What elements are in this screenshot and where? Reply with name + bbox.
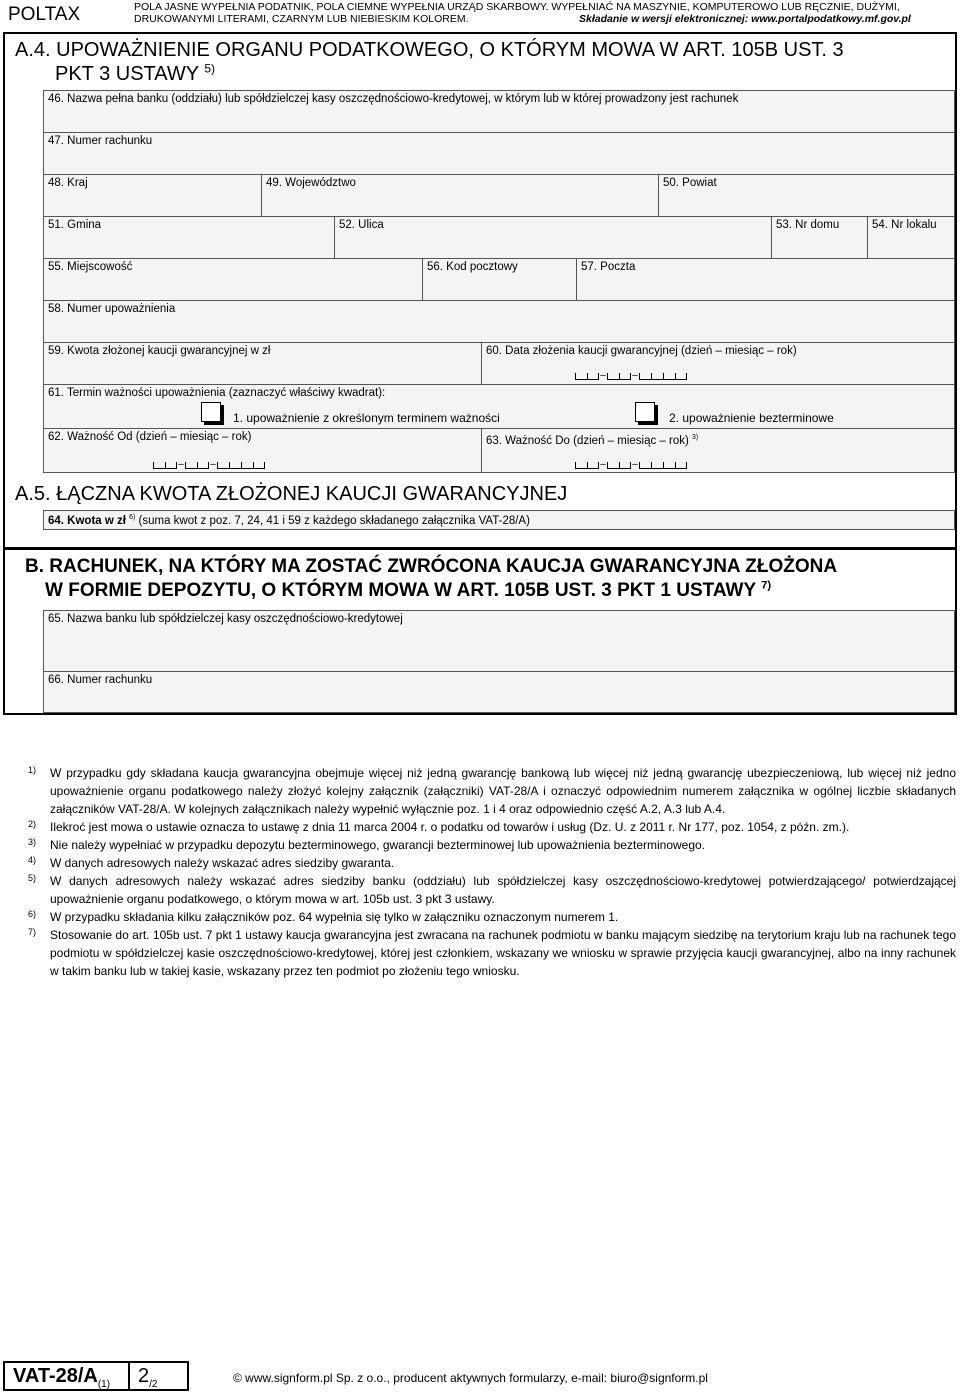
footnote-4: [28, 854, 956, 872]
footnote-3: [28, 836, 956, 854]
form-version: (1): [97, 1379, 111, 1390]
section-b-title-line1: B. RACHUNEK, NA KTÓRY MA ZOSTAĆ ZWRÓCONA KAUCJA GWARANCYJNA ZŁOŻONA: [25, 556, 838, 577]
field-58-authorization-number[interactable]: [43, 300, 955, 343]
field-52-label: 52. Ulica: [339, 219, 384, 231]
footnote-1-text: W przypadku gdy składana kaucja gwarancyjna obejmuje więcej niż jedną gwarancję bankową lub więcej niż jedną gwarancję ubezpieczeniową, lub więcej niż jedno upoważnienie organu podatkowego należy złożyć kolejny załącznik (załączniki) VAT-28/A i oznaczyć odpowiednim numerem załącznika w ogólnej liczbie składanych załączników VAT-28/A. W kolejnych załącznikach należy wypełnić wyłącznie poz. 1 i 4 oraz odpowiednio część A.2, A.3 lub A.4.: [50, 766, 956, 816]
footnote-6-num: 6): [28, 909, 37, 919]
instruction-line-2: DRUKOWANYMI LITERAMI, CZARNYM LUB NIEBIESKIM KOLOREM.: [134, 13, 469, 25]
field-48-label: 48. Kraj: [48, 177, 88, 189]
field-51-commune[interactable]: [43, 216, 335, 259]
footnote-3-text: Nie należy wypełniać w przypadku depozytu bezterminowego, gwarancji bezterminowej lub upoważnienia bezterminowego.: [50, 838, 706, 852]
section-divider: [5, 547, 955, 550]
section-b-footnote-ref: 7): [761, 579, 772, 592]
footnote-4-text: W danych adresowych należy wskazać adres siedziby gwaranta.: [50, 856, 395, 870]
option-1-checkbox[interactable]: [201, 402, 221, 422]
instruction-line-1: POLA JASNE WYPEŁNIA PODATNIK, POLA CIEMNE WYPEŁNIA URZĄD SKARBOWY. WYPEŁNIAĆ NA MASZYNIE, KOMPUTEROWO LUB RĘCZNIE, DUŻYMI,: [134, 1, 900, 13]
footnote-5-num: 5): [28, 873, 37, 883]
footnote-6: [28, 908, 956, 926]
field-46-label: 46. Nazwa pełna banku (oddziału) lub spółdzielczej kasy oszczędnościowo-kredytowej, w którym lub w której prowadzony jest rachunek: [48, 93, 739, 105]
field-58-label: 58. Numer upoważnienia: [48, 303, 176, 315]
field-49-label: 49. Województwo: [266, 177, 356, 189]
field-53-label: 53. Nr domu: [776, 219, 840, 231]
section-a4-title-line2: PKT 3 USTAWY: [55, 63, 199, 85]
field-60-label: 60. Data złożenia kaucji gwarancyjnej (dzień – miesiąc – rok): [486, 345, 797, 357]
field-46-bank-name[interactable]: [43, 90, 955, 133]
footnote-2: [28, 818, 956, 836]
footnote-7-num: 7): [28, 927, 37, 937]
field-64-label: 64. Kwota w zł: [48, 515, 126, 527]
field-65-label: 65. Nazwa banku lub spółdzielczej kasy oszczędnościowo-kredytowej: [48, 613, 403, 625]
field-57-post-office[interactable]: [576, 258, 955, 301]
field-56-label: 56. Kod pocztowy: [427, 261, 518, 273]
field-65-bank-name[interactable]: [43, 610, 955, 672]
field-63-footnote-ref: 3): [692, 434, 699, 442]
footnote-1-num: 1): [28, 765, 37, 775]
field-54-apartment-number[interactable]: [867, 216, 955, 259]
field-47-label: 47. Numer rachunku: [48, 135, 153, 147]
option-1-label: 1. upoważnienie z określonym terminem ważności: [233, 411, 500, 425]
deposit-date-input[interactable]: – –: [575, 372, 687, 380]
field-52-street[interactable]: [334, 216, 772, 259]
option-2-checkbox[interactable]: [635, 402, 655, 422]
footnote-1: [28, 764, 956, 818]
field-55-label: 55. Miejscowość: [48, 261, 133, 273]
footnote-4-num: 4): [28, 855, 37, 865]
field-64-total-amount[interactable]: [43, 510, 955, 530]
footnote-7: [28, 926, 956, 980]
field-66-label: 66. Numer rachunku: [48, 674, 153, 686]
field-66-account-number[interactable]: [43, 671, 955, 713]
field-53-house-number[interactable]: [771, 216, 868, 259]
form-block: [3, 32, 957, 715]
footnote-2-num: 2): [28, 819, 37, 829]
field-64-footnote-ref: 6): [129, 514, 136, 522]
footnote-3-num: 3): [28, 837, 37, 847]
page-total: /2: [149, 1379, 158, 1390]
field-59-label: 59. Kwota złożonej kaucji gwarancyjnej w zł: [48, 345, 271, 357]
field-55-city[interactable]: [43, 258, 423, 301]
section-b-title: [25, 555, 837, 603]
field-59-deposit-amount[interactable]: [43, 342, 482, 385]
footnote-5: [28, 872, 956, 908]
field-48-country[interactable]: [43, 174, 262, 217]
brand-label: POLTAX: [8, 4, 81, 25]
field-49-voivodeship[interactable]: [261, 174, 659, 217]
section-a4-title: [15, 38, 844, 86]
footnote-2-text: Ilekroć jest mowa o ustawie oznacza to ustawę z dnia 11 marca 2004 r. o podatku od towarów i usług (Dz. U. z 2011 r. Nr 177, poz. 1054, z późn. zm.).: [50, 820, 850, 834]
field-47-account-number[interactable]: [43, 132, 955, 175]
option-2-label: 2. upoważnienie bezterminowe: [669, 411, 834, 425]
valid-from-date-input[interactable]: – –: [153, 461, 265, 469]
electronic-note: Składanie w wersji elektronicznej: www.portalpodatkowy.mf.gov.pl: [579, 13, 911, 25]
field-64-description: (suma kwot z poz. 7, 24, 41 i 59 z każdego składanego załącznika VAT-28/A): [138, 515, 530, 527]
field-63-label: 63. Ważność Do (dzień – miesiąc – rok): [486, 435, 689, 447]
valid-to-date-input[interactable]: – –: [575, 461, 687, 469]
section-a4-title-line1: A.4. UPOWAŻNIENIE ORGANU PODATKOWEGO, O KTÓRYM MOWA W ART. 105B UST. 3: [15, 39, 844, 61]
field-54-label: 54. Nr lokalu: [872, 219, 937, 231]
form-code-box: [3, 1361, 189, 1391]
section-a4-footnote-ref: 5): [204, 61, 215, 76]
field-60-deposit-date[interactable]: [481, 342, 955, 385]
form-code: VAT-28/A: [13, 1365, 98, 1387]
field-57-label: 57. Poczta: [581, 261, 636, 273]
copyright-notice: © www.signform.pl Sp. z o.o., producent aktywnych formularzy, e-mail: biuro@signform.pl: [233, 1371, 708, 1385]
field-56-postal-code[interactable]: [422, 258, 577, 301]
section-b-title-line2: W FORMIE DEPOZYTU, O KTÓRYM MOWA W ART. 105B UST. 3 PKT 1 USTAWY: [45, 580, 756, 601]
field-63-valid-to[interactable]: [481, 428, 955, 473]
field-51-label: 51. Gmina: [48, 219, 102, 231]
field-50-district[interactable]: [658, 174, 955, 217]
footnotes: [28, 764, 956, 980]
field-62-label: 62. Ważność Od (dzień – miesiąc – rok): [48, 431, 252, 443]
footnote-5-text: W danych adresowych należy wskazać adres siedziby banku (oddziału) lub spółdzielczej kasy oszczędnościowo-kredytowej potwierdzającego/ potwierdzającej upoważnienie organu podatkowego, o którym mowa w art. 105b ust. 3 pkt 3 ustawy.: [50, 874, 956, 906]
field-61-label: 61. Termin ważności upoważnienia (zaznaczyć właściwy kwadrat):: [48, 387, 386, 399]
section-a5-title: A.5. ŁĄCZNA KWOTA ZŁOŻONEJ KAUCJI GWARANCYJNEJ: [15, 483, 568, 505]
footnote-7-text: Stosowanie do art. 105b ust. 7 pkt 1 ustawy kaucja gwarancyjna jest zwracana na rachunek podmiotu w banku mającym siedzibę na terytorium kraju lub na rachunek tego podmiotu w spółdzielczej kasie oszczędnościowo-kredytowej, której jest członkiem, wskazany we wniosku w sprawie przyjęcia kaucji gwarancyjnej, albo na inny rachunek w takim banku lub w takiej kasie, wskazany przez ten podmiot po złożeniu tego wniosku.: [50, 928, 956, 978]
footnote-6-text: W przypadku składania kilku załączników poz. 64 wypełnia się tylko w załączniku oznaczonym numerem 1.: [50, 910, 619, 924]
field-50-label: 50. Powiat: [663, 177, 717, 189]
page-number: 2: [138, 1365, 150, 1387]
